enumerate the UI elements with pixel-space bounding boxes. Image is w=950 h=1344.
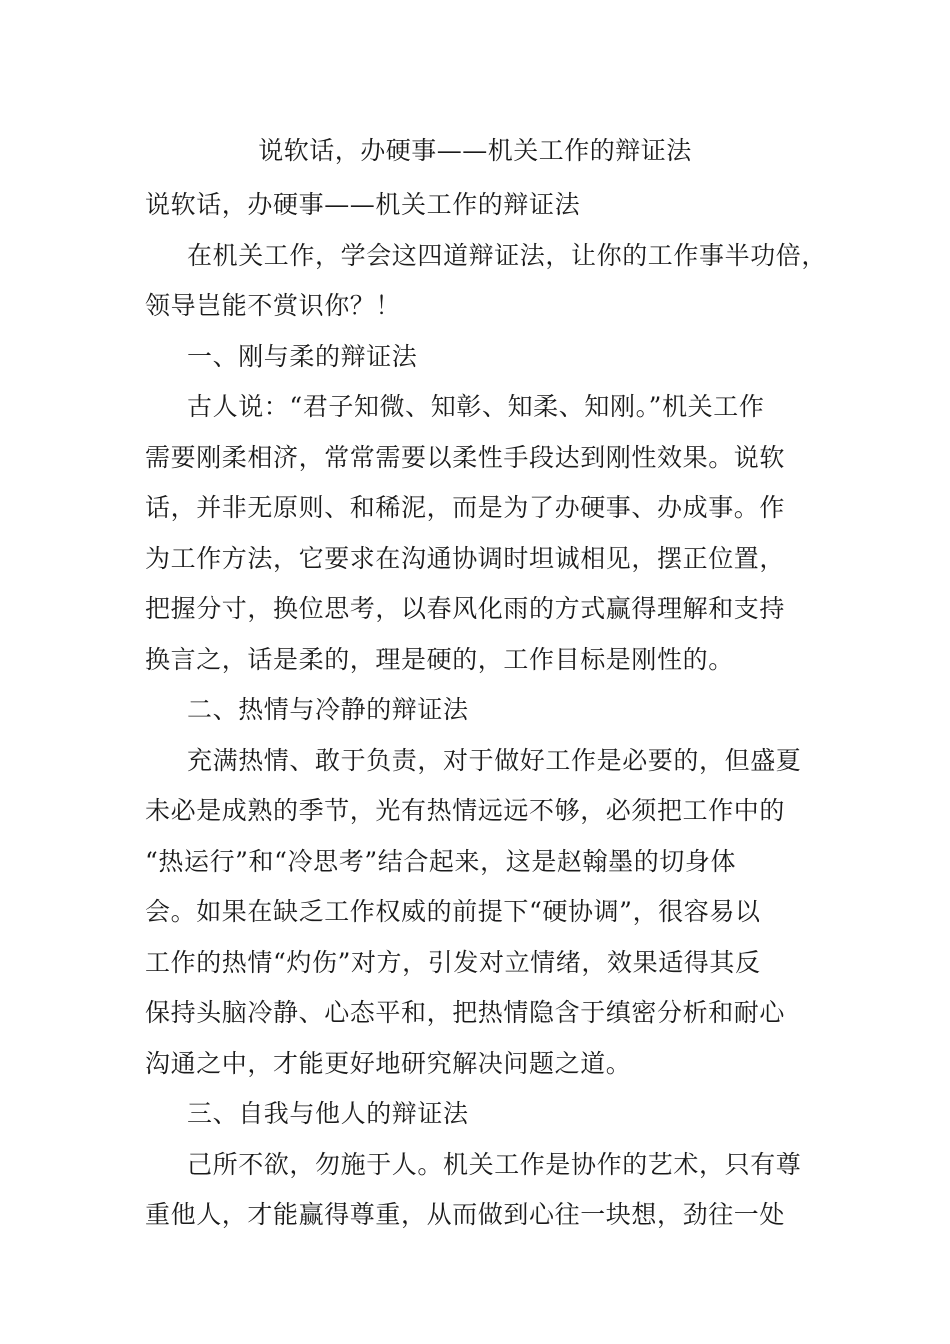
text-line: 为工作方法，它要求在沟通协调时坦诚相见，摆正位置， [145,543,786,573]
section-heading: 二、热情与冷静的辩证法 [187,695,469,724]
text-line: 领导岂能不赏识你？！ [145,291,402,320]
text-line: 保持头脑冷静、心态平和，把热情隐含于缜密分析和耐心 [145,998,786,1027]
text-line: 工作的热情“灼伤”对方，引发对立情绪，效果适得其反 [145,947,761,977]
section-heading: 一、刚与柔的辩证法 [187,341,418,371]
text-line: “热运行”和“冷思考”结合起来，这是赵翰墨的切身体 [145,846,737,876]
document-body [145,180,828,1241]
text-line: 会。如果在缺乏工作权威的前提下“硬协调”，很容易以 [145,897,761,926]
document-title: 说软话，办硬事——机关工作的辩证法 [258,136,692,165]
text-line: 需要刚柔相济，常常需要以柔性手段达到刚性效果。说软 [145,442,786,472]
text-line: 在机关工作，学会这四道辩证法，让你的工作事半功倍， [187,240,828,270]
text-line: 古人说：“君子知微、知彰、知柔、知刚。”机关工作 [187,392,765,421]
text-line: 话，并非无原则、和稀泥，而是为了办硬事、办成事。作 [145,493,786,522]
text-line: 换言之，话是柔的，理是硬的，工作目标是刚性的。 [145,644,734,674]
text-line: 重他人，才能赢得尊重，从而做到心往一块想，劲往一处 [145,1200,786,1229]
section-heading: 三、自我与他人的辩证法 [187,1099,469,1128]
text-line: 沟通之中，才能更好地研究解决问题之道。 [145,1048,632,1078]
text-line: 未必是成熟的季节，光有热情远远不够，必须把工作中的 [145,796,786,825]
text-line: 充满热情、敢于负责，对于做好工作是必要的，但盛夏 [187,745,802,775]
text-line: 己所不欲，勿施于人。机关工作是协作的艺术，只有尊 [187,1149,802,1179]
text-line: 说软话，办硬事——机关工作的辩证法 [145,190,581,219]
text-line: 把握分寸，换位思考，以春风化雨的方式赢得理解和支持 [145,594,786,623]
